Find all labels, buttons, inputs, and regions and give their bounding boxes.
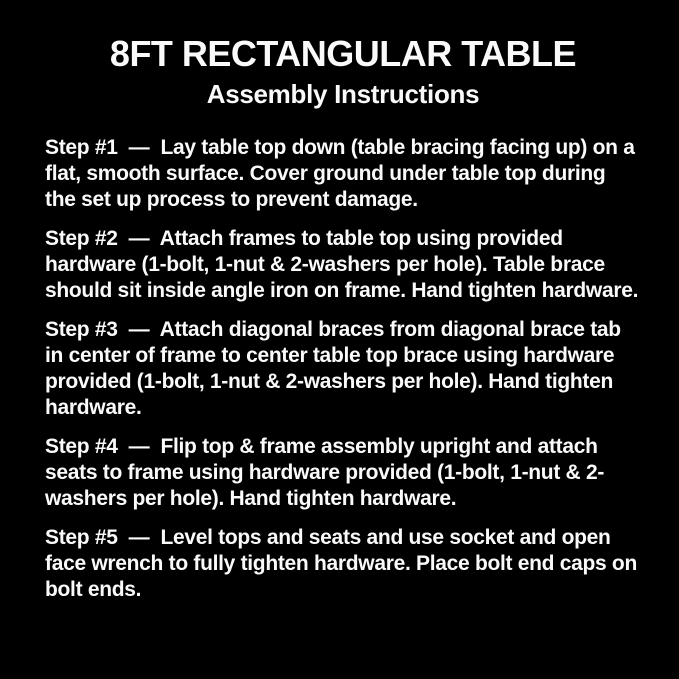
step-4: Step #4 — Flip top & frame assembly upright and attach seats to frame using hardware provided (1-bolt, 1-nut & 2-washers per hole). Hand tighten hardware. [45, 435, 605, 511]
page-subtitle: Assembly Instructions [206, 78, 480, 109]
page-title: 8FT RECTANGULAR TABLE [109, 33, 577, 74]
step-3: Step #3 — Attach diagonal braces from diagonal brace tab in center of frame to center table top brace using hardware provided (1-bolt, 1-nut & 2-washers per hole). Hand tighten hardware. [45, 318, 627, 420]
step-5: Step #5 — Level tops and seats and use socket and open face wrench to fully tighten hardware. Place bolt end caps on bolt ends. [45, 526, 643, 602]
step-1: Step #1 — Lay table top down (table bracing facing up) on a flat, smooth surface. Cover ground under table top during the set up process to prevent damage. [45, 136, 641, 212]
steps-list [45, 135, 641, 603]
step-2: Step #2 — Attach frames to table top using provided hardware (1-bolt, 1-nut & 2-washers per hole). Table brace should sit inside angle iron on frame. Hand tighten hardware. [45, 227, 639, 303]
